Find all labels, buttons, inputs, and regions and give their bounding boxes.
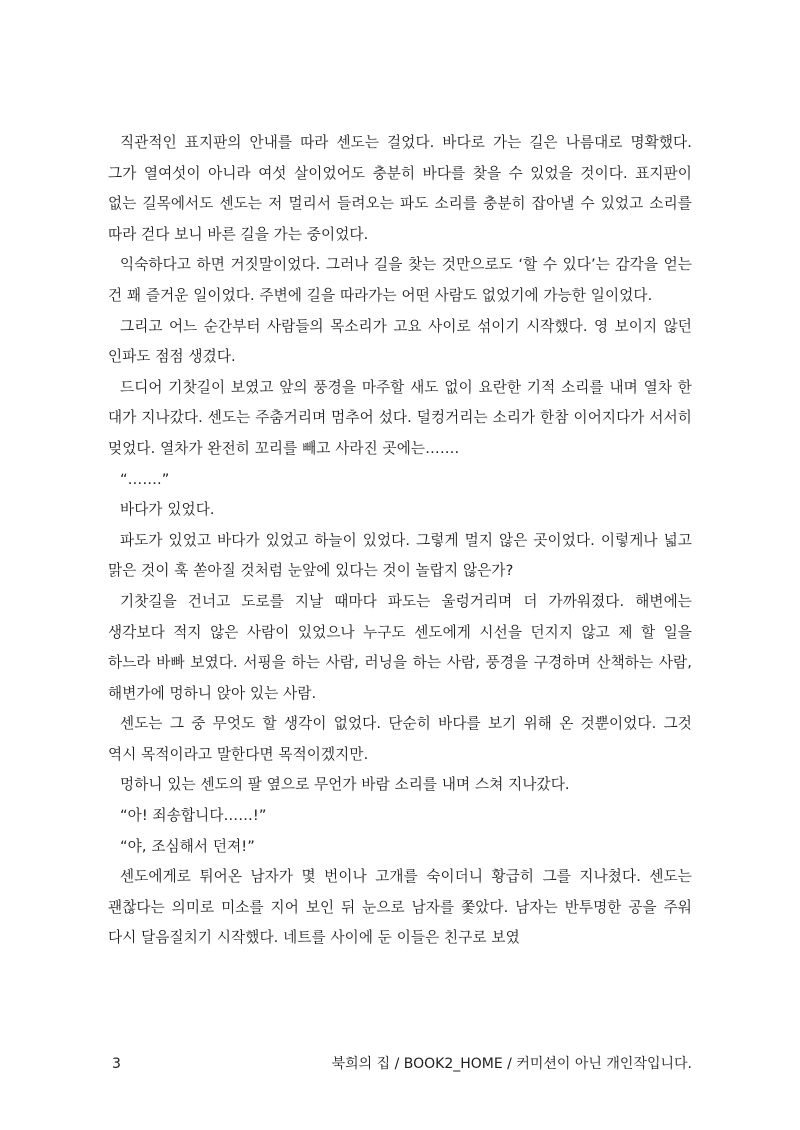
paragraph-6: 바다가 있었다.: [120, 501, 215, 519]
paragraph-9: 센도는 그 중 무엇도 할 생각이 없었다. 단순히 바다를 보기 위해 온 것뿐이었다. 그것 역시 목적이라고 말한다면 목적이겠지만.: [108, 715, 692, 763]
paragraph-13: 센도에게로 튀어온 남자가 몇 번이나 고개를 숙이더니 황급히 그를 지나쳤다. 센도는 괜찮다는 의미로 미소를 지어 보인 뒤 눈으로 남자를 쫓았다. 남자는 반투명한 공을 주워 다시 달음질치기 시작했다. 네트를 사이에 둔 이들은 친구로 보였: [108, 868, 692, 947]
paragraph-10: 멍하니 있는 센도의 팔 옆으로 무언가 바람 소리를 내며 스쳐 지나갔다.: [120, 776, 570, 794]
paragraph-2: 익숙하다고 하면 거짓말이었다. 그러나 길을 찾는 것만으로도 ‘할 수 있다’는 감각을 얻는 건 꽤 즐거운 일이었다. 주변에 길을 따라가는 어떤 사람도 없었기에 가능한 일이었다.: [108, 256, 692, 304]
paragraph-11: “아! 죄송합니다……!”: [120, 807, 267, 825]
paragraph-12: “야, 조심해서 던져!”: [120, 837, 255, 855]
paragraph-4: 드디어 기찻길이 보였고 앞의 풍경을 마주할 새도 없이 요란한 기적 소리를 내며 열차 한 대가 지나갔다. 센도는 주춤거리며 멈추어 섰다. 덜컹거리는 소리가 한참 이어지다가 서서히 멎었다. 열차가 완전히 꼬리를 빼고 사라진 곳에는…….: [108, 378, 692, 457]
page-number: 3: [112, 1056, 121, 1072]
paragraph-3: 그리고 어느 순간부터 사람들의 목소리가 고요 사이로 섞이기 시작했다. 영 보이지 않던 인파도 점점 생겼다.: [108, 317, 692, 366]
paragraph-1: 직관적인 표지판의 안내를 따라 센도는 걸었다. 바다로 가는 길은 나름대로 명확했다. 그가 열여섯이 아니라 여섯 살이었어도 충분히 바다를 찾을 수 있었을 것이다. 표지판이 없는 길목에서도 센도는 저 멀리서 들려오는 파도 소리를 충분히 잡아낼 수 있었고 소리를 따라 걷다 보니 바른 길을 가는 중이었다.: [108, 134, 692, 243]
body-text: [108, 128, 692, 954]
page-footer: [108, 1052, 692, 1076]
footer-note: 북희의 집 / BOOK2_HOME / 커미션이 아닌 개인작입니다.: [331, 1056, 692, 1072]
paragraph-7: 파도가 있었고 바다가 있었고 하늘이 있었다. 그렇게 멀지 않은 곳이었다. 이렇게나 넓고 맑은 것이 훅 쏟아질 것처럼 눈앞에 있다는 것이 놀랍지 않은가?: [108, 531, 692, 580]
paragraph-8: 기찻길을 건너고 도로를 지날 때마다 파도는 울렁거리며 더 가까워졌다. 해변에는 생각보다 적지 않은 사람이 있었으나 누구도 센도에게 시선을 던지지 않고 제 할 일을 하느라 바빠 보였다. 서핑을 하는 사람, 러닝을 하는 사람, 풍경을 구경하며 산책하는 사람, 해변가에 멍하니 앉아 있는 사람.: [108, 592, 692, 702]
paragraph-5: “…….”: [120, 470, 170, 488]
